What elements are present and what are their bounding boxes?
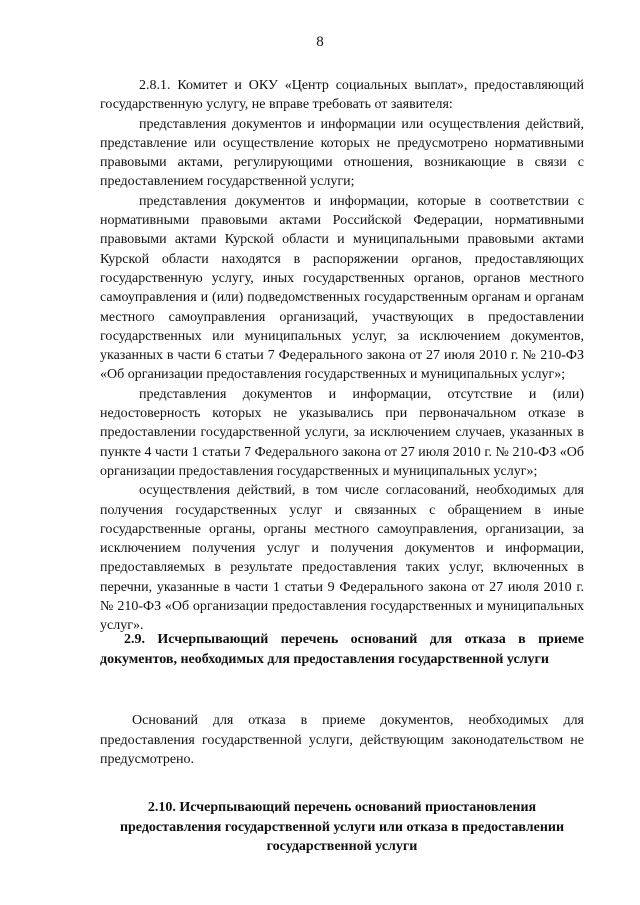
- page-number: 8: [316, 34, 324, 50]
- requirement-item-3: представления документов и информации, отсутствие и (или) недостоверность которых не указывались при первоначальном отказе в предоставлении государственной услуги, за исключением случаев, указанных в пункте 4 части 1 статьи 7 Федерального закона от 27 июля 2010 г. № 210-ФЗ «Об организации предоставления государственных и муниципальных услуг»;: [100, 386, 584, 479]
- requirement-item-1: представления документов и информации или осуществления действий, представление или осуществление которых не предусмотрено нормативными правовыми актами, регулирующими отношения, возникающие в связи с предоставлением государственной услуги;: [100, 116, 584, 190]
- requirement-item-4: осуществления действий, в том числе согласований, необходимых для получения государственных услуг и связанных с обращением в иные государственные органы, органы местного самоуправления, организации, за исключением получения услуг и получения документов и информации, предоставляемых в результате предоставления таких услуг, включенных в перечни, указанные в части 1 статьи 9 Федерального закона от 27 июля 2010 г. № 210-ФЗ «Об организации предоставления государственных и муниципальных услуг».: [100, 483, 584, 634]
- section-2-9-number: 2.9.: [124, 632, 145, 647]
- section-2-8-1-intro: 2.8.1. Комитет и ОКУ «Центр социальных выплат», предоставляющий государственную услугу, не вправе требовать от заявителя:: [100, 78, 584, 113]
- requirement-item-2: представления документов и информации, которые в соответствии с нормативными правовыми актами Российской Федерации, нормативными правовыми актами Курской области и муниципальными правовыми актами Курской области находятся в распоряжении органов, предоставляющих государственную услугу, иных государственных органов, органов местного самоуправления и (или) подведомственных государственным органам и органам местного самоуправления организаций, участвующих в предоставлении государственных или муниципальных услуг, за исключением документов, указанных в части 6 статьи 7 Федерального закона от 27 июля 2010 г. № 210-ФЗ «Об организации предоставления государственных и муниципальных услуг»;: [100, 193, 584, 383]
- section-2-9-text: Оснований для отказа в приеме документов, необходимых для предоставления государственной услуги, действующим законодательством не предусмотрено.: [100, 713, 584, 767]
- section-2-8-1: [100, 76, 584, 636]
- section-2-9-heading: [100, 630, 584, 669]
- section-2-10-heading: 2.10. Исчерпывающий перечень оснований приостановления предоставления государственной услуги или отказа в предоставлении государственной услуги: [119, 800, 565, 854]
- section-2-9-title: Исчерпывающий перечень оснований для отказа в приеме документов, необходимых для предоставления государственной услуги: [100, 632, 584, 667]
